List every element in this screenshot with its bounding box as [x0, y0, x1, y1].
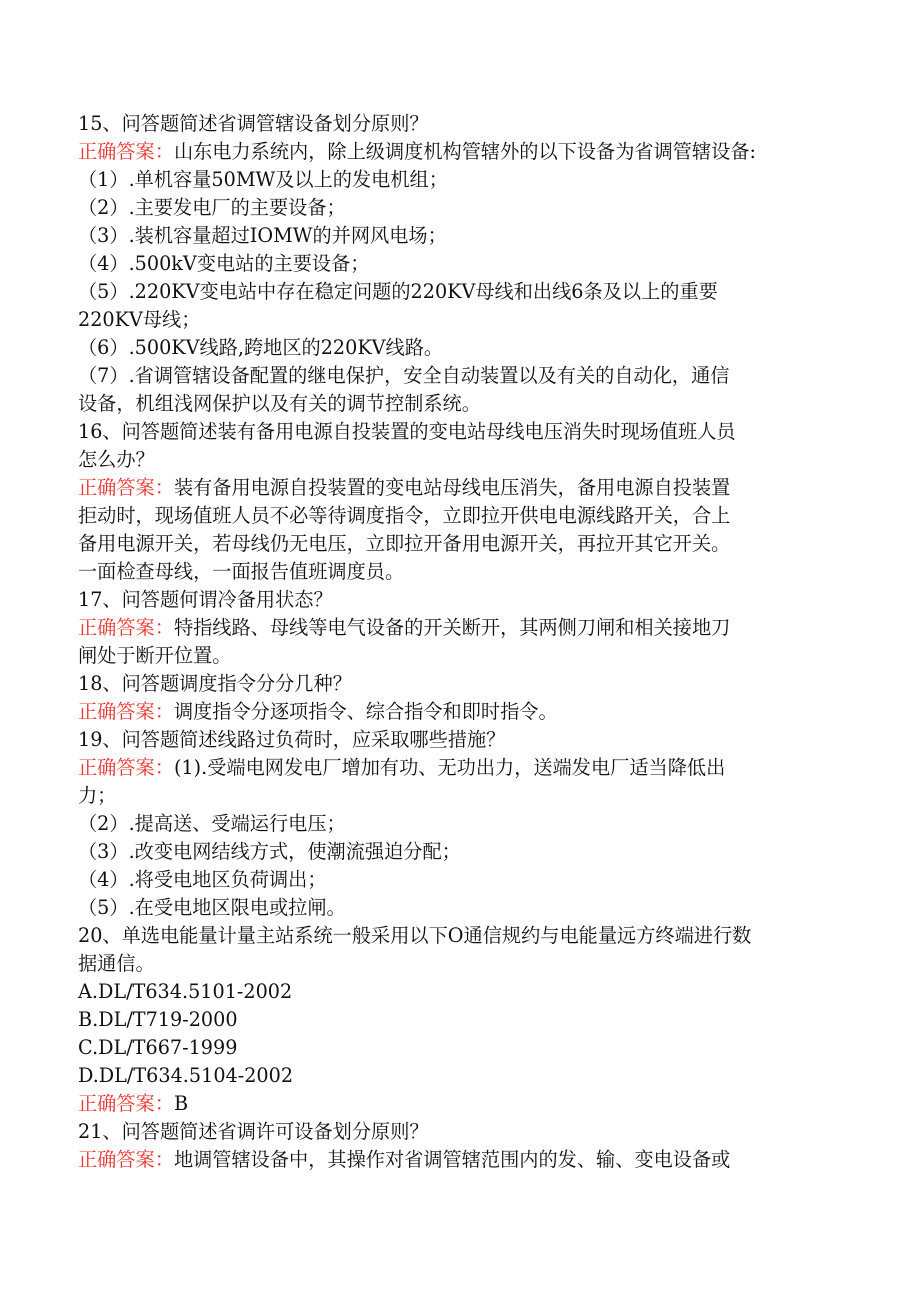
answer-line: [78, 614, 838, 642]
text-line: 闸处于断开位置。: [78, 644, 232, 667]
question-heading: 19、问答题简述线路过负荷时，应采取哪些措施？: [78, 728, 506, 751]
text-line: 力；: [78, 784, 117, 807]
answer-text: B: [173, 1092, 189, 1115]
answer-line: [78, 1090, 838, 1118]
text-line: 据通信。: [78, 952, 155, 975]
answer-text: (1).受端电网发电厂增加有功、无功出力，送端发电厂适当降低出: [173, 756, 726, 779]
text-line: 220KV母线；: [78, 308, 201, 331]
text-line: C.DL/T667-1999: [78, 1036, 238, 1059]
answer-text: 调度指令分逐项指令、综合指令和即时指令。: [173, 700, 558, 723]
text-line: （5）.220KV变电站中存在稳定问题的220KV母线和出线6条及以上的重要: [78, 280, 718, 303]
answer-text: 特指线路、母线等电气设备的开关断开，其两侧刀闸和相关接地刀: [173, 616, 731, 639]
answer-label: 正确答案：: [78, 1148, 174, 1171]
question-heading: 15、问答题简述省调管辖设备划分原则？: [78, 112, 429, 135]
text-line: 设备，机组浅网保护以及有关的调节控制系统。: [78, 392, 481, 415]
question-heading: 16、问答题简述装有备用电源自投装置的变电站母线电压消失时现场值班人员: [78, 420, 736, 443]
question-heading: 17、问答题何谓冷备用状态？: [78, 588, 333, 611]
text-line: 拒动时，现场值班人员不必等待调度指令，立即拉开供电电源线路开关，合上: [78, 504, 731, 527]
text-line: （4）.将受电地区负荷调出；: [78, 868, 327, 891]
answer-label: 正确答案：: [78, 1092, 174, 1115]
document-body: [78, 110, 838, 1174]
answer-text: 装有备用电源自投装置的变电站母线电压消失，备用电源自投装置: [173, 476, 731, 499]
answer-line: [78, 138, 838, 166]
answer-text: 山东电力系统内，除上级调度机构管辖外的以下设备为省调管辖设备:: [173, 140, 757, 163]
text-line: （6）.500KV线路,跨地区的220KV线路。: [78, 336, 444, 359]
question-heading: 21、问答题简述省调许可设备划分原则？: [78, 1120, 429, 1143]
answer-line: [78, 1146, 838, 1174]
question-heading: 20、单选电能量计量主站系统一般采用以下O通信规约与电能量远方终端进行数: [78, 924, 752, 947]
text-line: （3）.装机容量超过IOMW的并网风电场；: [78, 224, 447, 247]
answer-line: [78, 754, 838, 782]
answer-label: 正确答案：: [78, 700, 174, 723]
text-line: （3）.改变电网结线方式，使潮流强迫分配；: [78, 840, 461, 863]
text-line: A.DL/T634.5101-2002: [78, 980, 293, 1003]
text-line: （1）.单机容量50MW及以上的发电机组；: [78, 168, 448, 191]
text-line: （7）.省调管辖设备配置的继电保护，安全自动装置以及有关的自动化，通信: [78, 364, 730, 387]
question-heading: 18、问答题调度指令分分几种？: [78, 672, 352, 695]
text-line: B.DL/T719-2000: [78, 1008, 238, 1031]
text-line: （5）.在受电地区限电或拉闸。: [78, 896, 346, 919]
answer-line: [78, 474, 838, 502]
text-line: 备用电源开关，若母线仍无电压，立即拉开备用电源开关，再拉开其它开关。: [78, 532, 731, 555]
answer-line: [78, 698, 838, 726]
text-line: D.DL/T634.5104-2002: [78, 1064, 294, 1087]
answer-label: 正确答案：: [78, 476, 174, 499]
answer-label: 正确答案：: [78, 140, 174, 163]
text-line: （2）.提高送、受端运行电压；: [78, 812, 346, 835]
answer-text: 地调管辖设备中，其操作对省调管辖范围内的发、输、变电设备或: [173, 1148, 731, 1171]
text-line: （2）.主要发电厂的主要设备；: [78, 196, 346, 219]
text-line: 怎么办？: [78, 448, 155, 471]
text-line: 一面检查母线，一面报告值班调度员。: [78, 560, 405, 583]
text-line: （4）.500kV变电站的主要设备；: [78, 252, 370, 275]
answer-label: 正确答案：: [78, 756, 174, 779]
answer-label: 正确答案：: [78, 616, 174, 639]
